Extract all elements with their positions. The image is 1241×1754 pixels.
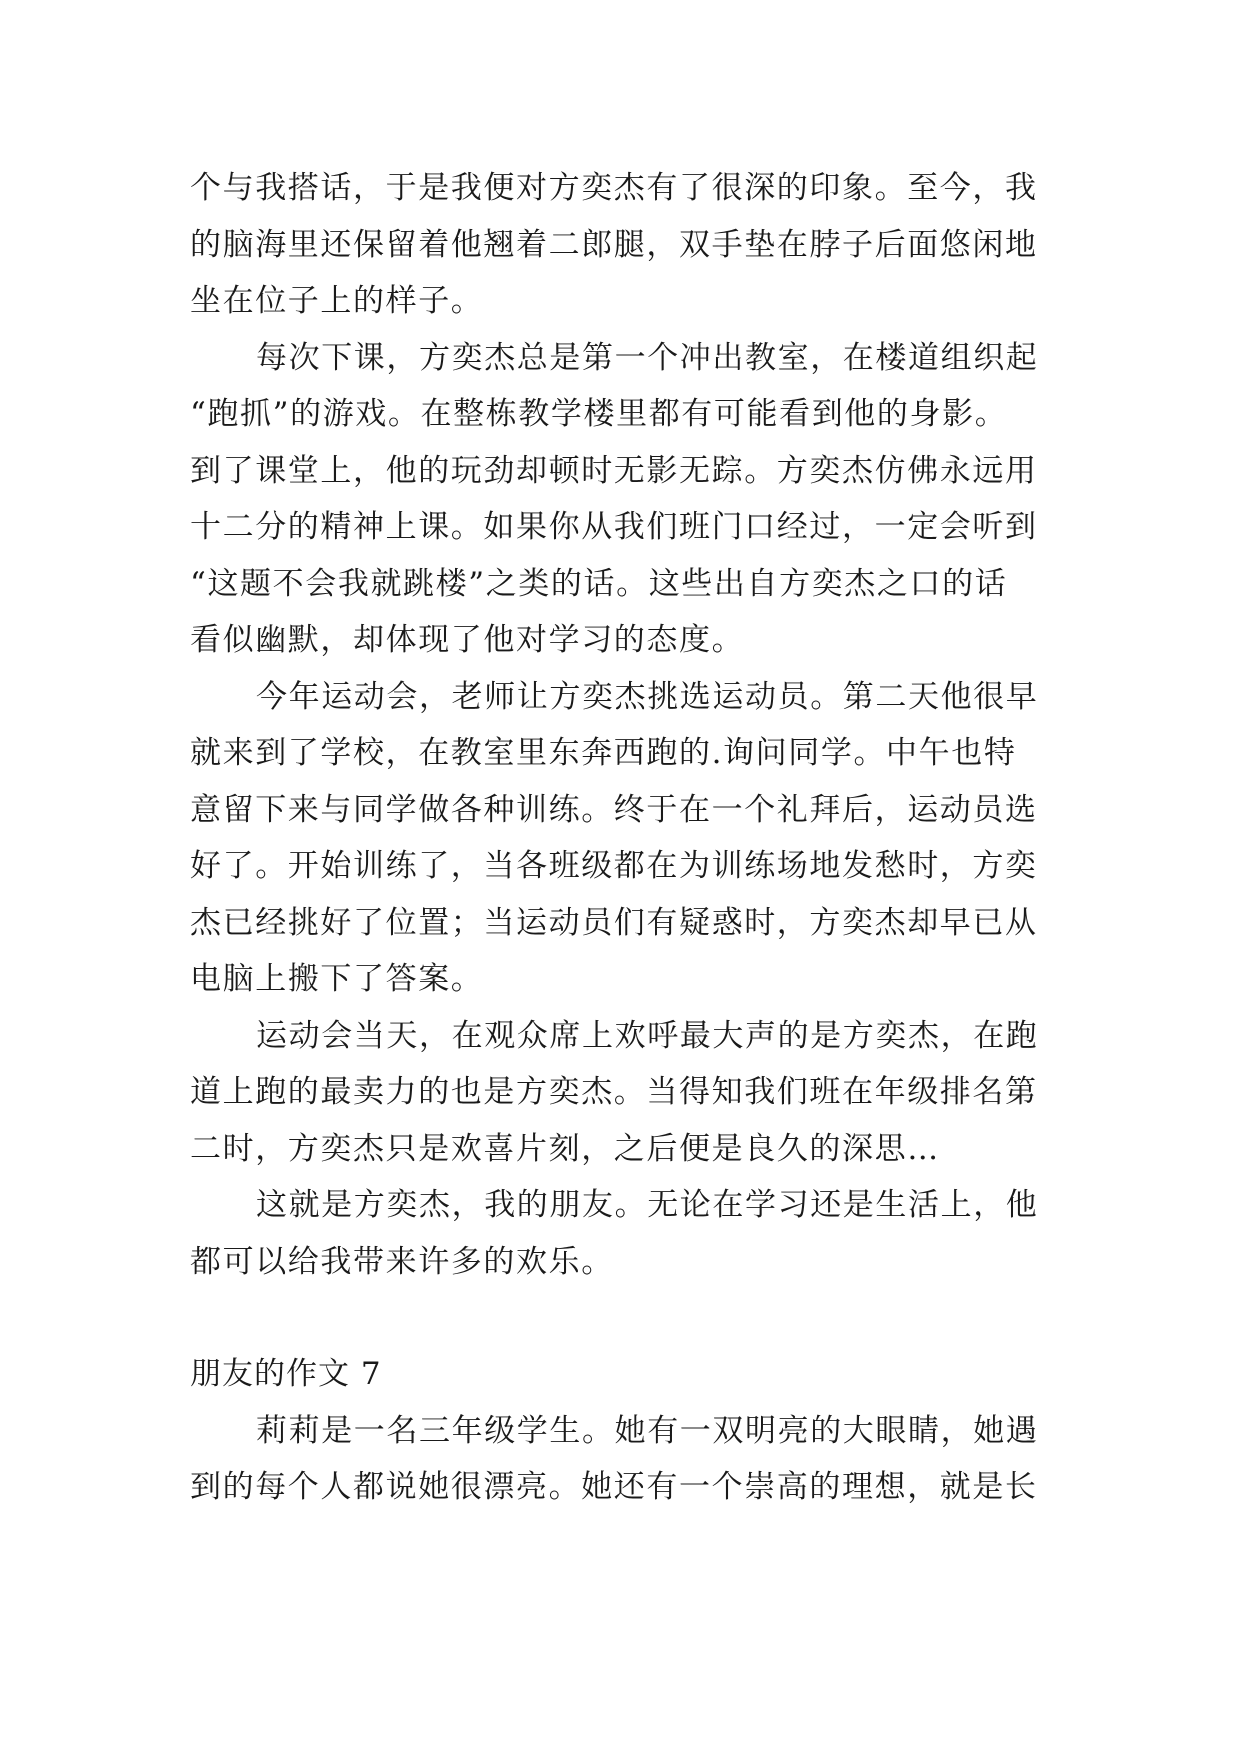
text-line: 到了课堂上，他的玩劲却顿时无影无踪。方奕杰仿佛永远用: [190, 452, 1038, 489]
text-line: 每次下课，方奕杰总是第一个冲出教室，在楼道组织起: [256, 339, 1039, 376]
paragraph-2: [190, 330, 1050, 669]
text-line: 这就是方奕杰，我的朋友。无论在学习还是生活上，他: [256, 1187, 1039, 1223]
text-line: 今年运动会，老师让方奕杰挑选运动员。第二天他很早: [256, 678, 1039, 715]
paragraph-3: [190, 669, 1050, 1008]
text-line: 运动会当天，在观众席上欢呼最大声的是方奕杰，在跑: [256, 1017, 1039, 1054]
paragraph-1: [190, 160, 1050, 330]
text-line: 的脑海里还保留着他翘着二郎腿，双手垫在脖子后面悠闲地: [190, 226, 1038, 263]
text-line: 都可以给我带来许多的欢乐。: [190, 1243, 614, 1280]
paragraph-6: [190, 1403, 1050, 1516]
text-line: 道上跑的最卖力的也是方奕杰。当得知我们班在年级排名第: [190, 1074, 1038, 1110]
document-body: [190, 160, 1050, 1516]
paragraph-5: [190, 1177, 1050, 1290]
text-line: 二时，方奕杰只是欢喜片刻，之后便是良久的深思…: [190, 1130, 940, 1167]
text-line: 意留下来与同学做各种训练。终于在一个礼拜后，运动员选: [190, 791, 1038, 828]
text-line: 坐在位子上的样子。: [190, 283, 484, 319]
text-line: 到的每个人都说她很漂亮。她还有一个崇高的理想，就是长: [190, 1469, 1038, 1505]
text-line: 好了。开始训练了，当各班级都在为训练场地发愁时，方奕: [190, 848, 1038, 884]
text-line: “跑抓”的游戏。在整栋教学楼里都有可能看到他的身影。: [190, 396, 1008, 432]
text-line: 电脑上搬下了答案。: [190, 961, 484, 997]
text-line: 杰已经挑好了位置；当运动员们有疑惑时，方奕杰却早已从: [190, 904, 1038, 941]
text-line: 就来到了学校，在教室里东奔西跑的.询问同学。中午也特: [190, 735, 1017, 771]
text-line: 看似幽默，却体现了他对学习的态度。: [190, 622, 745, 658]
text-line: 十二分的精神上课。如果你从我们班门口经过，一定会听到: [190, 509, 1038, 545]
text-line: “这题不会我就跳楼”之类的话。这些出自方奕杰之口的话: [190, 565, 1008, 602]
text-line: 莉莉是一名三年级学生。她有一双明亮的大眼睛，她遇: [256, 1412, 1039, 1449]
text-line: 个与我搭话，于是我便对方奕杰有了很深的印象。至今，我: [190, 170, 1038, 206]
paragraph-4: [190, 1008, 1050, 1178]
section-heading: 朋友的作文 7: [190, 1356, 382, 1392]
